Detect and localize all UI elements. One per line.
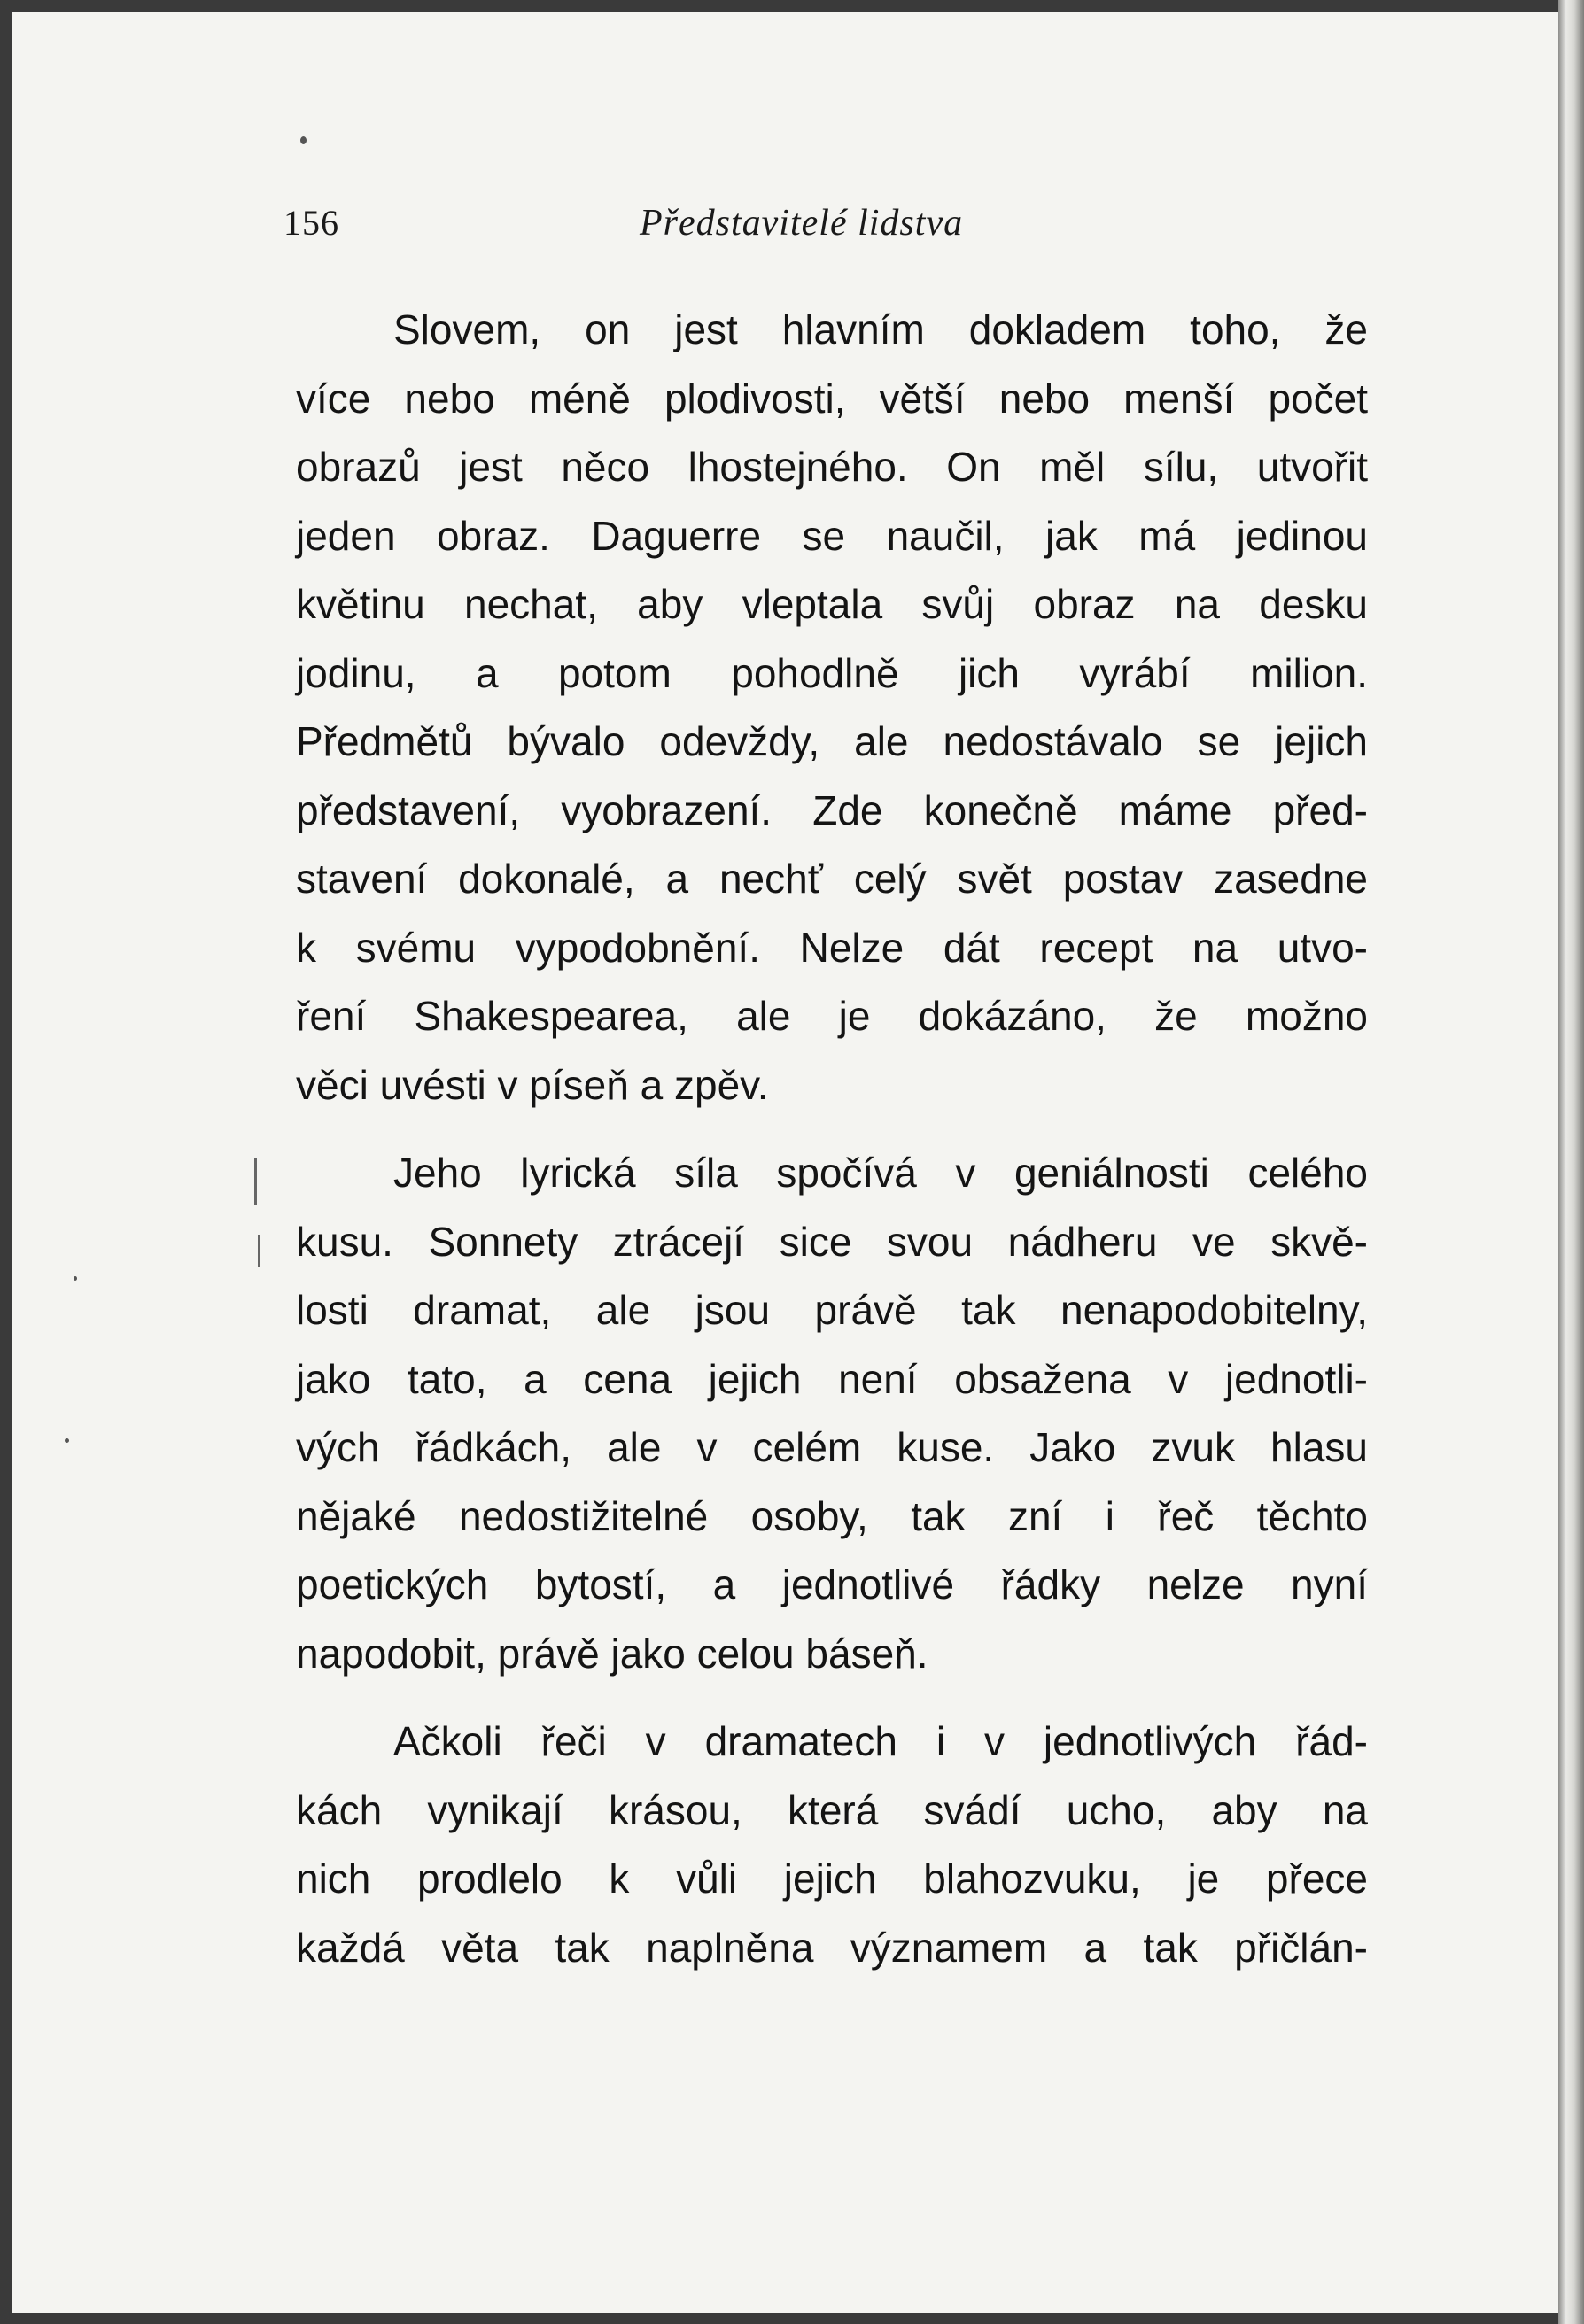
body-text <box>296 296 1368 2002</box>
text-line: k svému vypodobnění. Nelze dát recept na utvo- <box>296 924 1368 971</box>
margin-mark <box>254 1158 257 1205</box>
text-line: Předmětů bývalo odevždy, ale nedostávalo se jejich <box>296 718 1368 764</box>
text-line: Jeho lyrická síla spočívá v geniálnosti celého <box>393 1150 1368 1196</box>
book-page <box>12 12 1558 2313</box>
text-line: ření Shakespearea, ale je dokázáno, že možno <box>296 993 1368 1039</box>
text-line: více nebo méně plodivosti, větší nebo menší počet <box>296 375 1368 422</box>
text-line: kách vynikají krásou, která svádí ucho, aby na <box>296 1786 1368 1833</box>
scan-border-bottom <box>0 2313 1584 2324</box>
text-line: každá věta tak naplněna významem a tak přičlán- <box>296 1924 1368 1971</box>
scan-border-left <box>0 0 12 2324</box>
paragraph <box>296 1708 1368 1982</box>
text-line: obrazů jest něco lhostejného. On měl sílu, utvořit <box>296 444 1368 490</box>
text-line: stavení dokonalé, a nechť celý svět postav zasedne <box>296 856 1368 902</box>
print-speck <box>65 1438 69 1443</box>
text-line: jodinu, a potom pohodlně jich vyrábí milion. <box>296 649 1368 696</box>
text-line: nich prodlelo k vůli jejich blahozvuku, je přece <box>296 1855 1368 1902</box>
text-line: poetických bytostí, a jednotlivé řádky nelze nyní <box>296 1561 1368 1607</box>
print-speck <box>74 1276 77 1281</box>
margin-mark <box>258 1235 260 1267</box>
text-line: jako tato, a cena jejich není obsažena v jednotli- <box>296 1355 1368 1402</box>
scan-border-top <box>0 0 1584 12</box>
text-line: Slovem, on jest hlavním dokladem toho, že <box>393 306 1368 352</box>
text-line: kusu. Sonnety ztrácejí sice svou nádheru ve skvě- <box>296 1218 1368 1265</box>
text-line: Ačkoli řeči v dramatech i v jednotlivých řád- <box>393 1718 1368 1764</box>
text-line: věci uvésti v píseň a zpěv. <box>296 1061 769 1108</box>
text-line: vých řádkách, ale v celém kuse. Jako zvuk hlasu <box>296 1424 1368 1470</box>
running-title: Představitelé lidstva <box>640 203 964 244</box>
print-speck <box>300 136 307 144</box>
page-stack-edge <box>1558 0 1584 2324</box>
text-line: květinu nechat, aby vleptala svůj obraz na desku <box>296 581 1368 627</box>
page-number: 156 <box>283 203 339 243</box>
text-line: jeden obraz. Daguerre se naučil, jak má jedinou <box>296 512 1368 559</box>
text-line: nějaké nedostižitelné osoby, tak zní i řeč těchto <box>296 1492 1368 1539</box>
text-line: losti dramat, ale jsou právě tak nenapodobitelny, <box>296 1287 1368 1333</box>
running-head <box>283 202 1019 255</box>
text-line: napodobit, právě jako celou báseň. <box>296 1630 928 1677</box>
text-line: představení, vyobrazení. Zde konečně máme před- <box>296 786 1368 833</box>
paragraph <box>296 296 1368 1119</box>
paragraph <box>296 1139 1368 1688</box>
